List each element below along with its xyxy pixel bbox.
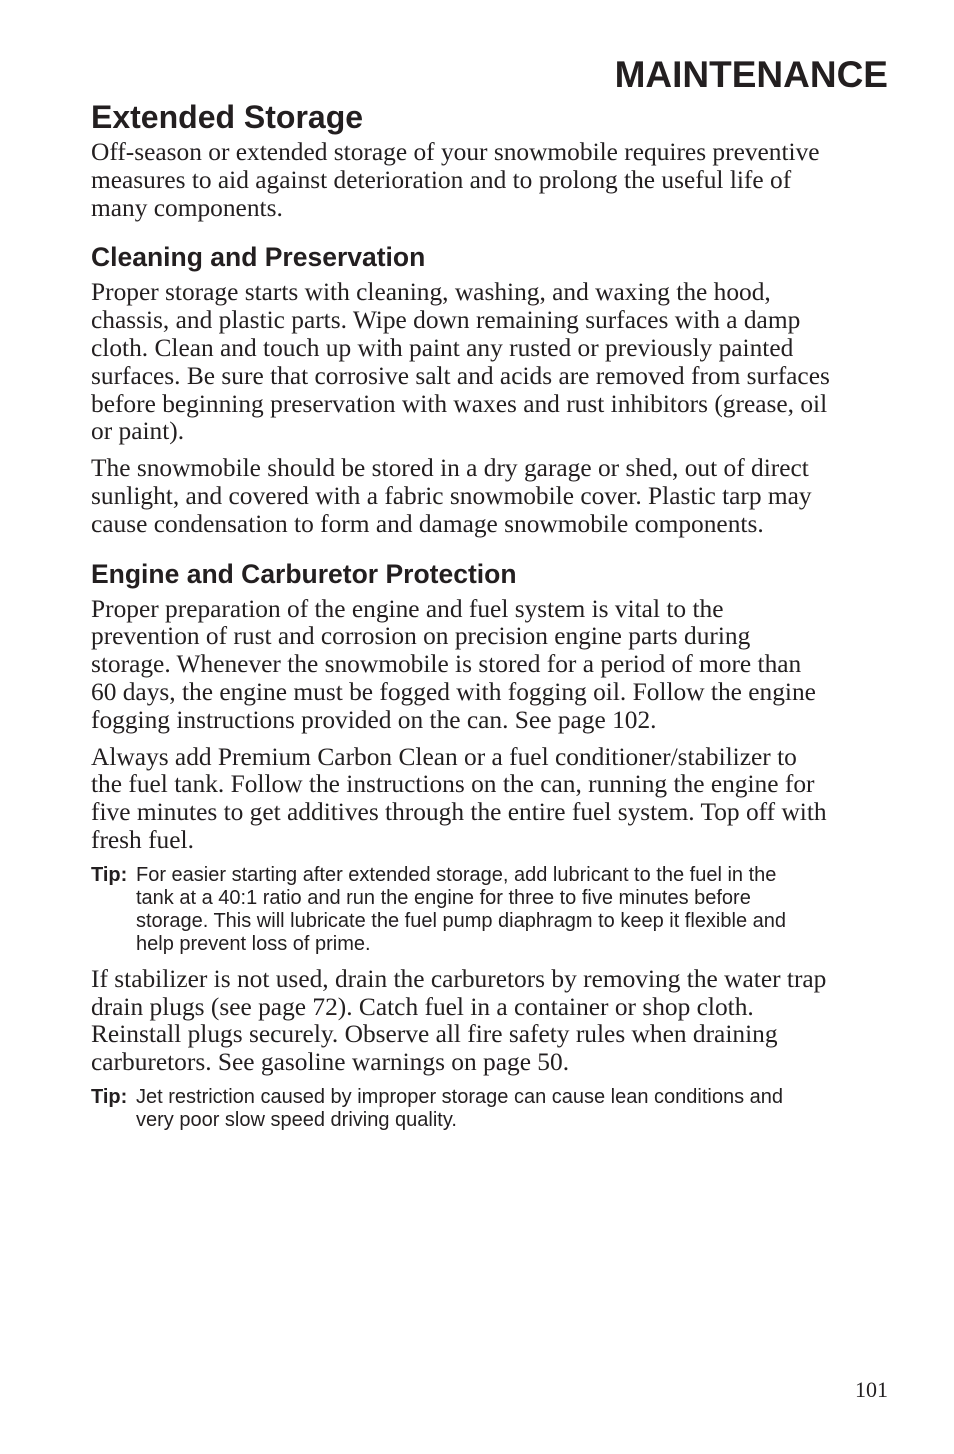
tip-label: Tip: <box>91 1085 128 1108</box>
text-line: prevention of rust and corrosion on precision engine parts during <box>91 622 751 651</box>
text-line: If stabilizer is not used, drain the carburetors by removing the water trap <box>91 964 827 993</box>
text-line: five minutes to get additives through the entire fuel system. Top off with <box>91 798 827 827</box>
tip-note-1 <box>91 864 888 956</box>
text-line: many components. <box>91 193 283 222</box>
cleaning-heading: Cleaning and Preservation <box>91 242 426 273</box>
intro-paragraph <box>91 139 888 222</box>
text-line: fogging instructions provided on the can. See page 102. <box>91 705 657 734</box>
text-line: the fuel tank. Follow the instructions on the can, running the engine for <box>91 770 815 799</box>
text-line: For easier starting after extended storage, add lubricant to the fuel in the <box>136 863 777 886</box>
text-line: cloth. Clean and touch up with paint any rusted or previously painted <box>91 333 794 362</box>
tip-label: Tip: <box>91 863 128 886</box>
text-line: measures to aid against deterioration and to prolong the useful life of <box>91 165 792 194</box>
text-line: Off-season or extended storage of your snowmobile requires preventive <box>91 138 820 166</box>
text-line: chassis, and plastic parts. Wipe down remaining surfaces with a damp <box>91 306 801 335</box>
text-line: Proper preparation of the engine and fuel system is vital to the <box>91 594 724 623</box>
engine-paragraph-2 <box>91 744 888 855</box>
cleaning-paragraph-2 <box>91 455 888 538</box>
cleaning-paragraph-1 <box>91 279 888 446</box>
text-line: Always add Premium Carbon Clean or a fuel conditioner/stabilizer to <box>91 742 797 771</box>
text-line: tank at a 40:1 ratio and run the engine for three to five minutes before <box>136 886 751 909</box>
page-number: 101 <box>855 1377 888 1402</box>
text-line: drain plugs (see page 72). Catch fuel in a container or shop cloth. <box>91 992 754 1021</box>
chapter-title: MAINTENANCE <box>614 54 888 95</box>
text-line: help prevent loss of prime. <box>136 932 371 955</box>
text-line: very poor slow speed driving quality. <box>136 1108 457 1131</box>
text-line: sunlight, and covered with a fabric snowmobile cover. Plastic tarp may <box>91 481 812 510</box>
engine-heading: Engine and Carburetor Protection <box>91 558 517 589</box>
text-line: Reinstall plugs securely. Observe all fire safety rules when draining <box>91 1020 778 1049</box>
text-line: Proper storage starts with cleaning, washing, and waxing the hood, <box>91 278 771 307</box>
page-content <box>91 97 888 1142</box>
text-line: or paint). <box>91 417 185 446</box>
text-line: storage. This will lubricate the fuel pump diaphragm to keep it flexible and <box>136 909 786 932</box>
section-title: Extended Storage <box>91 99 364 135</box>
engine-paragraph-1 <box>91 596 888 735</box>
tip-text <box>136 1086 783 1132</box>
engine-paragraph-3 <box>91 966 888 1077</box>
text-line: The snowmobile should be stored in a dry garage or shed, out of direct <box>91 454 809 483</box>
text-line: cause condensation to form and damage snowmobile components. <box>91 509 764 538</box>
text-line: Jet restriction caused by improper storage can cause lean conditions and <box>136 1085 784 1108</box>
tip-text <box>136 864 786 956</box>
text-line: carburetors. See gasoline warnings on page 50. <box>91 1048 570 1077</box>
text-line: 60 days, the engine must be fogged with fogging oil. Follow the engine <box>91 677 816 706</box>
text-line: surfaces. Be sure that corrosive salt and acids are removed from surfaces <box>91 361 830 390</box>
text-line: storage. Whenever the snowmobile is stored for a period of more than <box>91 650 802 679</box>
text-line: before beginning preservation with waxes and rust inhibitors (grease, oil <box>91 389 828 418</box>
tip-note-2 <box>91 1086 888 1132</box>
text-line: fresh fuel. <box>91 825 194 854</box>
